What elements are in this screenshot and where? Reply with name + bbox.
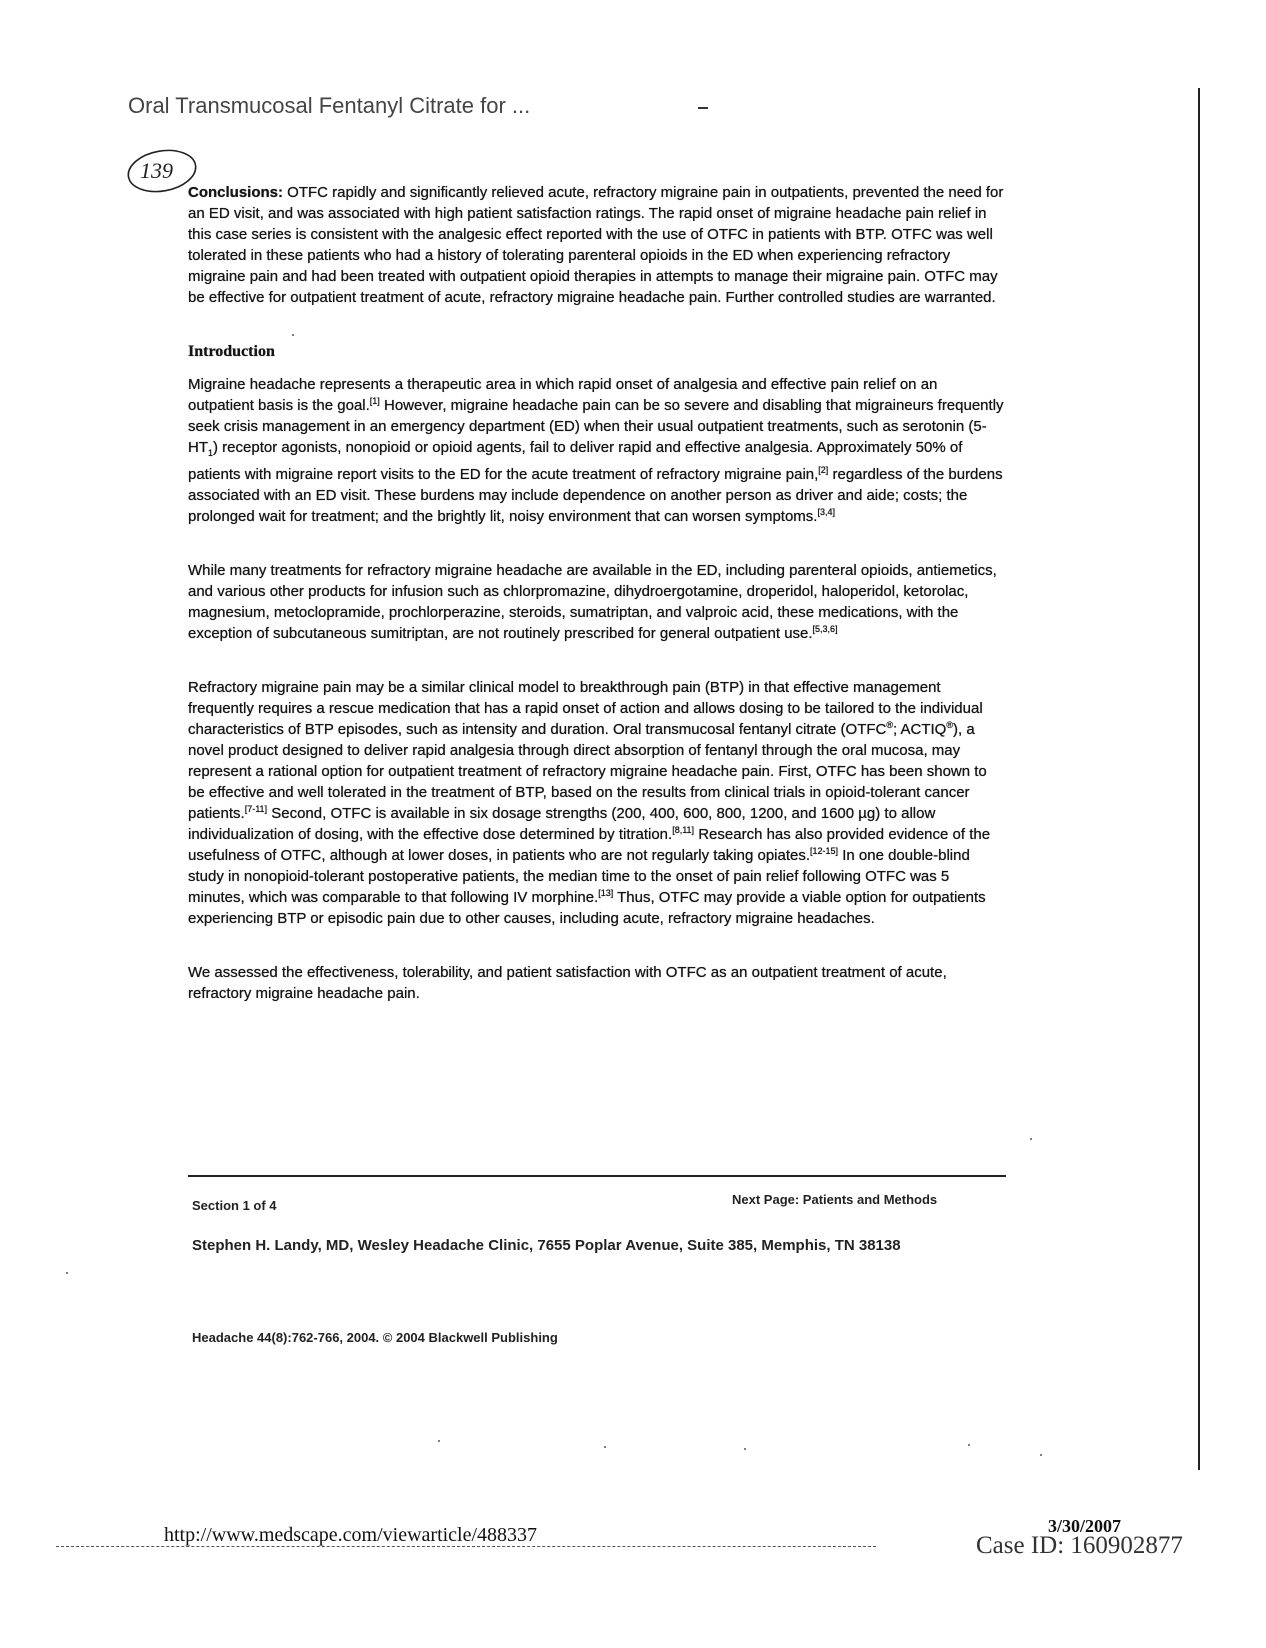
running-header-text: Oral Transmucosal Fentanyl Citrate for ...: [128, 95, 531, 118]
conclusions-label: Conclusions:: [188, 184, 284, 201]
intro-p1-text-d: regardless of the burdens associated with an ED visit. These burdens may include dependence on another person as driver and aide; costs; the prolonged wait for treatment; and the brightly lit, noisy environment that can worsen symptoms.: [188, 466, 1003, 525]
reference-5-3-6[interactable]: [5,3,6]: [812, 624, 838, 634]
reference-1[interactable]: [1]: [369, 396, 380, 406]
reference-12-15[interactable]: [12-15]: [810, 846, 839, 856]
introduction-heading: Introduction: [188, 343, 275, 360]
scan-speck: [438, 1440, 440, 1442]
intro-paragraph-3: [188, 677, 1006, 929]
scan-speck: [604, 1446, 606, 1448]
intro-p3-text-g: Thus, OTFC may provide a viable option for outpatients experiencing BTP or episodic pain due to other causes, including acute, refractory migraine headaches.: [188, 889, 986, 927]
intro-paragraph-1: [188, 374, 1006, 527]
reference-3-4[interactable]: [3,4]: [817, 507, 835, 517]
intro-p1-text-c: ) receptor agonists, nonopioid or opioid agents, fail to deliver rapid and effective analgesia. Approximately 50% of patients with migraine report visits to the ED for the acute treatment of refractory migraine pain,: [188, 439, 963, 483]
scan-speck: [66, 1272, 68, 1274]
intro-p3-text-b: ; ACTIQ: [893, 721, 947, 738]
scan-speck: [1040, 1454, 1042, 1456]
intro-p1-text-b: However, migraine headache pain can be so severe and disabling that migraineurs frequently seek crisis management in an emergency department (ED) when their usual outpatient treatments, such as serotonin (5-HT: [188, 397, 1004, 456]
ht-subscript: 1: [208, 448, 214, 458]
intro-p3-text-d: Second, OTFC is available in six dosage strengths (200, 400, 600, 800, 1200, and 1600 µg) to allow individualization of dosing, with the effective dose determined by titration.: [188, 805, 936, 843]
reference-13[interactable]: [13]: [598, 888, 614, 898]
scan-speck: [292, 334, 294, 336]
reference-2[interactable]: [2]: [818, 465, 829, 475]
scan-speck: [1030, 1138, 1032, 1140]
page-edge-line: [1198, 88, 1200, 1470]
print-url[interactable]: http://www.medscape.com/viewarticle/488337: [164, 1524, 538, 1546]
reference-8-11[interactable]: [8,11]: [672, 825, 695, 835]
journal-citation: Headache 44(8):762-766, 2004. © 2004 Blackwell Publishing: [192, 1330, 558, 1345]
header-dash: [698, 107, 708, 109]
conclusions-paragraph: [188, 182, 1006, 308]
registered-mark: ®: [886, 720, 893, 730]
intro-p1-text-a: Migraine headache represents a therapeutic area in which rapid onset of analgesia and effective pain relief on an outpatient basis is the goal.: [188, 376, 938, 414]
footer-divider: [188, 1175, 1006, 1177]
scan-speck: [744, 1448, 746, 1450]
intro-paragraph-4: We assessed the effectiveness, tolerability, and patient satisfaction with OTFC as an outpatient treatment of acute, refractory migraine headache pain.: [188, 964, 947, 1002]
article-body: [188, 182, 1006, 1004]
author-affiliation: Stephen H. Landy, MD, Wesley Headache Clinic, 7655 Poplar Avenue, Suite 385, Memphis, TN 38138: [192, 1237, 901, 1254]
conclusions-text: OTFC rapidly and significantly relieved acute, refractory migraine pain in outpatients, prevented the need for an ED visit, and was associated with high patient satisfaction ratings. The rapid onset of migraine headache pain relief in this case series is consistent with the analgesic effect reported with the use of OTFC in patients with BTP. OTFC was well tolerated in these patients who had a history of tolerating parenteral opioids in the ED when experiencing refractory migraine pain and had been treated with outpatient opioid therapies in attempts to manage their migraine pain. OTFC may be effective for outpatient treatment of acute, refractory migraine headache pain. Further controlled studies are warranted.: [188, 184, 1004, 306]
handwritten-number-text: 139: [140, 158, 173, 183]
intro-p3-text-c: ), a novel product designed to deliver rapid analgesia through direct absorption of fentanyl through the oral mucosa, may represent a rational option for outpatient treatment of refractory migraine headache pain. First, OTFC has been shown to be effective and well tolerated in the treatment of BTP, based on the results from clinical trials in opioid-tolerant cancer patients.: [188, 721, 987, 822]
intro-p3-text-f: In one double-blind study in nonopioid-tolerant postoperative patients, the median time to the onset of pain relief following OTFC was 5 minutes, which was comparable to that following IV morphine.: [188, 847, 970, 906]
intro-p2-text: While many treatments for refractory migraine headache are available in the ED, including parenteral opioids, antiemetics, and various other products for infusion such as chlorpromazine, dihydroergotamine, droperidol, haloperidol, ketorolac, magnesium, metoclopramide, prochlorperazine, steroids, sumatriptan, and valproic acid, these medications, with the exception of subcutaneous sumitriptan, are not routinely prescribed for general outpatient use.: [188, 562, 997, 642]
intro-paragraph-2: [188, 560, 1006, 644]
cut-off-running-header: [128, 95, 728, 119]
registered-mark-2: ®: [946, 720, 953, 730]
reference-7-11[interactable]: [7-11]: [244, 804, 268, 814]
section-indicator: Section 1 of 4: [192, 1198, 277, 1213]
case-id-stamp: Case ID: 160902877: [976, 1532, 1183, 1559]
intro-p3-text-e: Research has also provided evidence of the usefulness of OTFC, although at lower doses, in patients who are not regularly taking opiates.: [188, 826, 991, 864]
print-date: 3/30/2007: [1048, 1516, 1122, 1536]
next-page-link[interactable]: Next Page: Patients and Methods: [732, 1192, 938, 1207]
scan-speck: [968, 1444, 970, 1446]
intro-p3-text-a: Refractory migraine pain may be a similar clinical model to breakthrough pain (BTP) in that effective management frequently requires a rescue medication that has a rapid onset of action and allows dosing to be tailored to the individual characteristics of BTP episodes, such as intensity and duration. Oral transmucosal fentanyl citrate (OTFC: [188, 679, 983, 738]
